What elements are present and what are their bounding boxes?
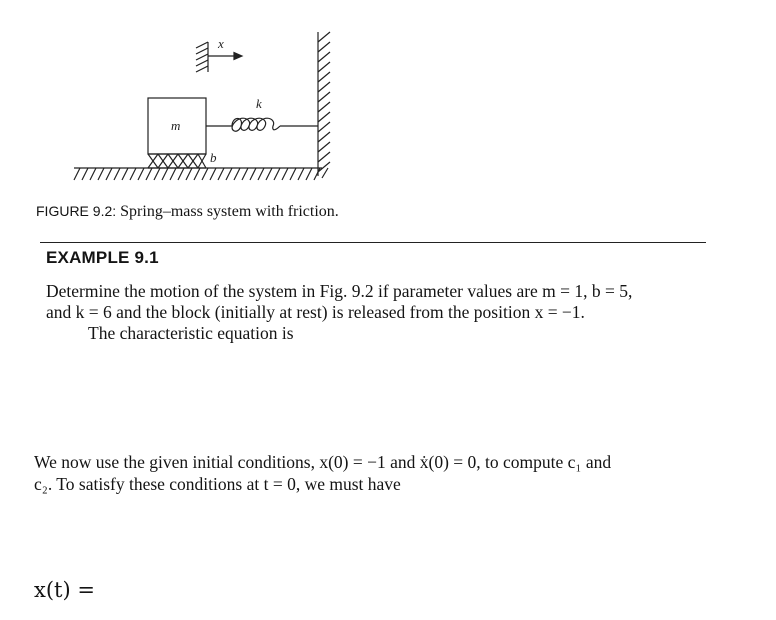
paragraph-1-line-2: and k = 6 and the block (initially at rest) is released from the position x = −1. bbox=[46, 302, 585, 322]
spring-mass-figure bbox=[60, 28, 350, 195]
example-heading: EXAMPLE 9.1 bbox=[46, 248, 159, 267]
displacement-arrow bbox=[208, 53, 242, 60]
damper-label: b bbox=[210, 150, 217, 165]
mass-label: m bbox=[171, 118, 181, 133]
figure-caption bbox=[36, 203, 339, 221]
paragraph-1-line-1: Determine the motion of the system in Fig. 9.2 if parameter values are m = 1, b = 5, bbox=[46, 281, 633, 301]
friction-damper bbox=[148, 154, 206, 168]
spring-label: k bbox=[256, 96, 262, 111]
spring bbox=[206, 118, 318, 131]
reference-wall bbox=[196, 42, 208, 72]
section-divider bbox=[40, 242, 706, 243]
solution-expression: x(t) = bbox=[34, 578, 95, 602]
paragraph-1-line-3: The characteristic equation is bbox=[88, 323, 294, 343]
paragraph-2-line-1: We now use the given initial conditions, x(0) = −1 and ẋ(0) = 0, to compute c₁ and bbox=[34, 452, 612, 472]
spring-mass-diagram bbox=[60, 28, 350, 190]
displacement-label: x bbox=[218, 36, 224, 51]
ground bbox=[74, 168, 328, 180]
caption-prefix: FIGURE 9.2: bbox=[36, 203, 117, 219]
caption-text: Spring–mass system with friction. bbox=[120, 203, 339, 220]
right-wall bbox=[318, 32, 330, 176]
paragraph-2-line-2: c₂. To satisfy these conditions at t = 0, we must have bbox=[34, 474, 401, 494]
